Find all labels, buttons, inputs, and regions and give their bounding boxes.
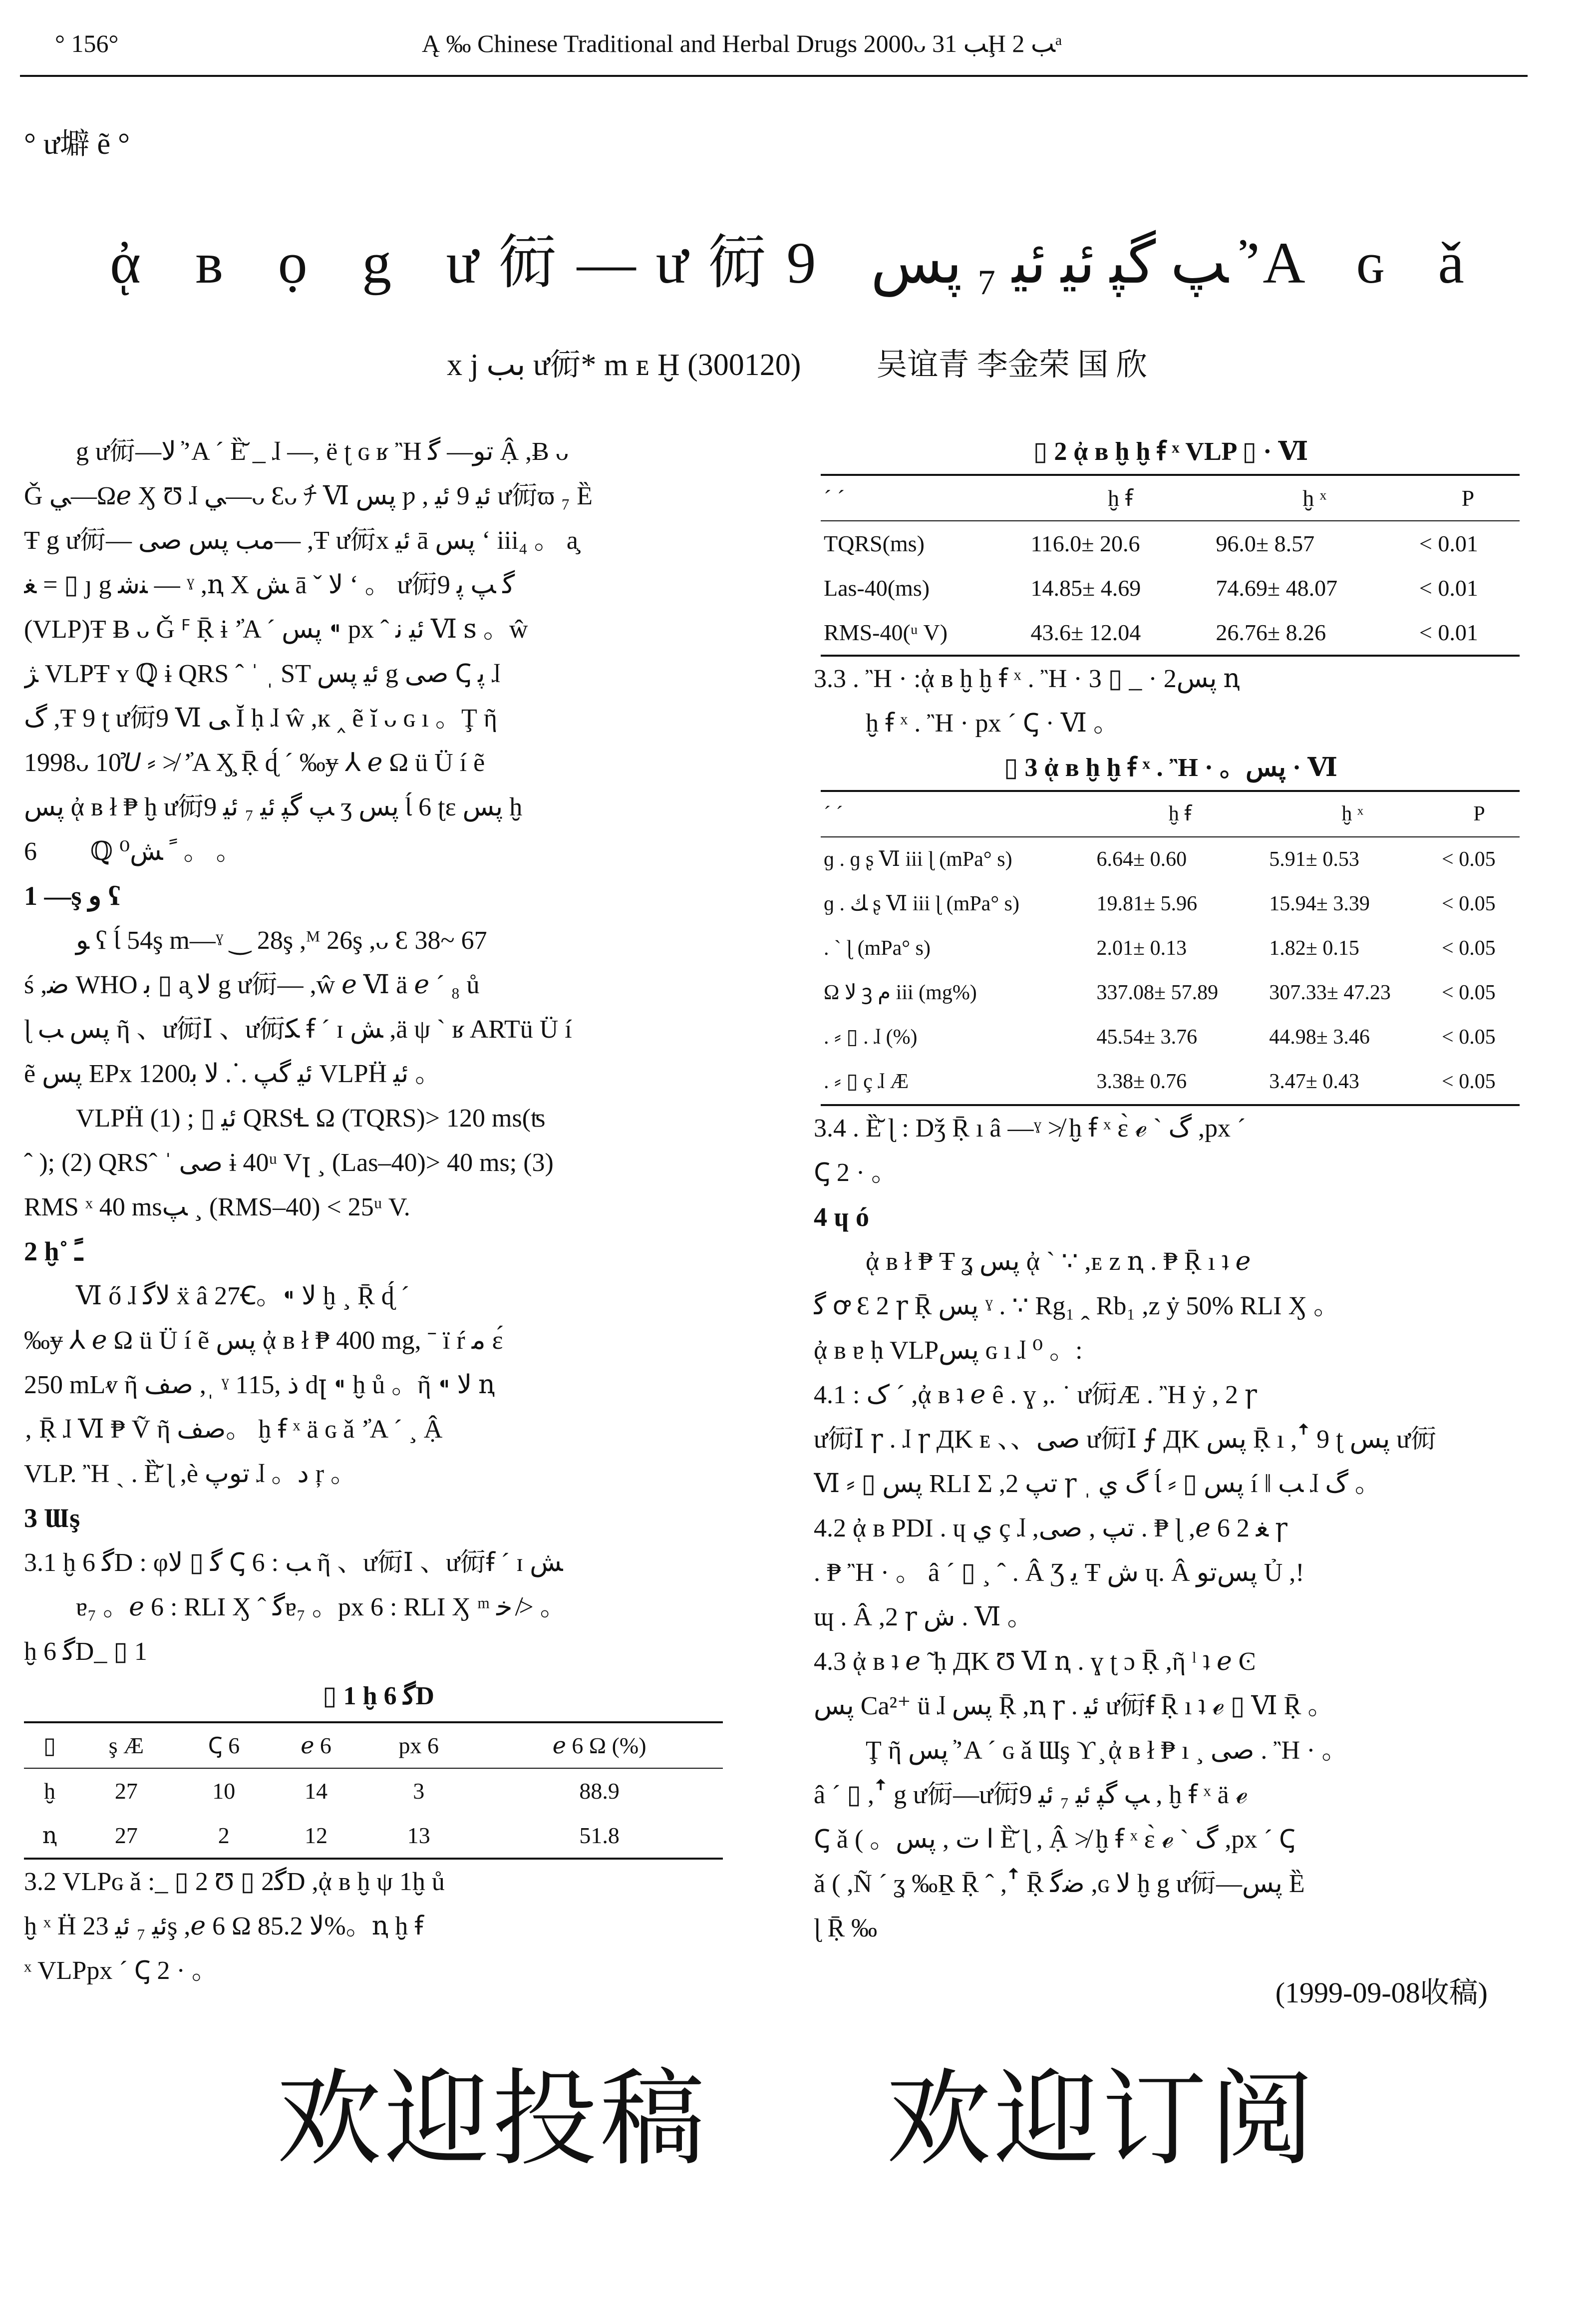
- para-line: ˆ ); (2) QRSˆ ˈ ﺻﯽ ɨ 40ᵘ Vꞁ ¸ (Las–40)> 40 ms; (3): [24, 1149, 554, 1177]
- table-header-cell: Ꞔ 6: [208, 1733, 240, 1758]
- journal-header: Ą ‰ Chinese Traditional and Herbal Drugs 2000ᴗ ﺐ 31Ḩ ﺐ 2ᵃ: [422, 29, 1062, 57]
- table-cell: ꞑ: [42, 1823, 57, 1848]
- table-cell: 15.94± 3.39: [1269, 892, 1370, 915]
- table-header-cell: ˊ ˊ: [824, 485, 845, 511]
- table-cell: RMS-40(ᵘ V): [824, 620, 948, 645]
- table-cell: < 0.05: [1442, 981, 1496, 1004]
- para-line: ḫ ˣ Ḧ ﺋﯿ ₇ ﺋﯿ 23ş ,ℯ 6 Ω ﻻ 85.2%。ꞑ ḫ ꞙ: [24, 1912, 423, 1940]
- table-header-cell: ℯ 6 Ω (%): [552, 1733, 646, 1758]
- table-row: [821, 971, 1520, 1015]
- table-1-caption: ▯ 1 ḫ 6 ﮔD: [322, 1682, 434, 1710]
- table-cell: 1.82± 0.15: [1269, 937, 1359, 960]
- para-line: â ´ ▯ ,ꜛ g ư衏—ư衏9 ﭗ ﮔﭙ ﺋﯿ ₇ ﺋﯿ , ḫ ꞙ ˣ ä ℯ: [814, 1781, 1248, 1809]
- table-cell: 44.98± 3.46: [1269, 1026, 1370, 1049]
- para-line: ﻐ = ▯ ȷ g ﻨﺷ — ˠ ,ꞑ X ﺶ ā ˇ ﻻ ʻ 。 ư衏9 ﮔ ﭗ ﭘ: [24, 571, 515, 599]
- para-line: (VLP)Ŧ Ƀ ᴗ Ǧ ꟳ Ṝ ɨ ʼ̓Α ´ ﭘﺲ ⁌ px ˆ ﺋﯿ ﻧ Ⅵ ꜱ 。ŵ: [24, 615, 528, 644]
- para-line: Ⅵ ⸗ ▯ ﭘﺲ RLI Σ ,ﺗﭗ 2 ꞅ ˌ ﮒ ﻱ Ɩ́ ⸗ ▯ ﭘﺲ í ‖ ﺐ ɺ ﮒ 。: [814, 1470, 1381, 1498]
- table-cell: ɡ . ﻚ ʂ Ⅵ iii ɭ (mPa° s): [824, 892, 1019, 915]
- para-line: ś ,ﺿ WHO ﺑ ▯ a̧ ﻻ g ư衏— ,ŵ ℯ Ⅵ ä ℯ ´ ₈ ů: [24, 971, 480, 999]
- para-line: ‰ɏ ⅄ ℯ Ω ü Ü í ẽ ﭘﺲ ᾀ ʙ ł ₱ 400 mg, ˉ ï ŕ ﻣ ɛ́: [24, 1326, 503, 1355]
- table-header-cell: P: [1461, 485, 1475, 511]
- table-cell: 45.54± 3.76: [1096, 1026, 1198, 1049]
- para-line: ﮔ ꝍ Ɛ 2 ꞅ Ṝ ﭘﺲ ˠ . ∵ Rg₁ ꞈ Rb₁ ,ᴢ ẏ 50% RLI Ӽ 。: [814, 1292, 1340, 1320]
- para-line: . ₱ Ἢ · 。 â ´ ▯ ¸ ˆ . Â Ʒ ﻳ Ŧ ﺵ ɥ. Â ﭘﺲﺗﻮ Ủ ,ǃ: [814, 1558, 1304, 1587]
- para-line: 4.2 ᾀ ʙ PDI . ɥ ﻱ ç ɺ ,ﺗﭗ , ﺻﯽ . ₱ ɭ ,ℯ 6 ﻐ 2 ꞅ: [814, 1514, 1287, 1543]
- table-header-row: [821, 791, 1520, 837]
- para-line: ﻮ ʕ Ɩ́ 54ş m—ˠ ‿ 28ş ,ᴹ 26ş ,ᴗ Ɛ 38~ 67: [76, 926, 487, 955]
- table-cell: 14.85± 4.69: [1030, 575, 1141, 601]
- table-cell: 3: [413, 1778, 425, 1804]
- table-cell: 337.08± 57.89: [1096, 981, 1219, 1004]
- para-line: VLPḦ ﺋﯿ ▯ ; (1) QRSꞭ Ω (TQRS)> 120 ms(ʦ: [76, 1104, 546, 1133]
- table-cell: 6.64± 0.60: [1096, 848, 1187, 871]
- page-number: ° 156°: [55, 29, 119, 57]
- table-cell: < 0.05: [1442, 937, 1496, 960]
- para-line: 3.2 VLPɢ ǎ :_ ▯ 2 Ʊ ▯ 2ﮔD ,ᾀ ʙ ḫ ψ 1ḫ ů: [24, 1868, 445, 1896]
- para-line: ‚ Ṝ ɺ Ⅵ ₱ Ṽ ῆ ﺻﻒ。 ḫ ꞙ ˣ ä ɢ ǎ ʼ̓Α ´ ¸ Ậ: [24, 1415, 443, 1444]
- table-cell: 5.91± 0.53: [1269, 848, 1359, 871]
- author-line: [0, 340, 1594, 384]
- para-line: ﭘﺲ Ca²⁺ ü ɺ ﭘﺲ Ṝ ,ꞑ ꞅ . ﺋﯿ ư衏ꞙ Ṝ ı ʇ ℯ ▯ Ⅵ Ṝ 。: [814, 1692, 1334, 1720]
- table-header-cell: ḫ ˣ: [1341, 802, 1363, 825]
- table-header-cell: ▯: [43, 1733, 56, 1758]
- table-cell: Las-40(ms): [824, 575, 930, 601]
- header-rule: [20, 75, 1528, 77]
- table-3-caption: ▯ 3 ᾀ ʙ ḫ ḫ ꞙ ˣ . Ἢ · 。ﭘﺲ · Ⅵ: [1003, 754, 1338, 782]
- para-line: Ǧ ﻲ—Ωℯ Ӽ Ʊ ɺ ﻲ—ᴗ Ɛᴗ ﾁ Ⅵ ﭘﺲ ƿ , ﺋﯿ 9 ﺋﯿ ư衏ϖ ₇ Ȅ: [24, 482, 593, 510]
- para-line: ˣ VLPpx ´ Ꞔ 2 · 。: [24, 1956, 218, 1985]
- table-cell: 74.69± 48.07: [1216, 575, 1338, 601]
- para-line: ḫ ꞙ ˣ . Ἢ · px ´ Ꞔ · Ⅵ 。: [866, 709, 1120, 738]
- table-2: [821, 474, 1520, 657]
- table-2-caption: ▯ 2 ᾀ ʙ ḫ ḫ ꞙ ˣ VLP ▯ · Ⅵ: [1033, 437, 1308, 466]
- table-cell: < 0.05: [1442, 1070, 1496, 1093]
- table-cell: . ⸗ ▯ . ɺ (%): [824, 1026, 918, 1049]
- table-row: [821, 1015, 1520, 1060]
- para-line: Ꞔ ǎ ( 。ﺍ ﺕ , ﭘﺲ Ȅ̆ ɭ , Ậ ≯ ḫ ꞙ ˣ ɛ̀ ℯ ˋ ﮒ ,px ´ Ꞔ: [814, 1825, 1295, 1854]
- table-cell: . ⸗ ▯ ç ɺ Æ: [824, 1070, 909, 1093]
- table-cell: 3.47± 0.43: [1269, 1070, 1359, 1093]
- section-3-heading: 3 Ɯş: [24, 1503, 80, 1533]
- para-line: Ŧ g ư衏— ﻣﺐ ﭘﺲ ﺻﯽ— ,Ŧ ư衏x ﺋﯿ ā ﭘﺲ ʻ iii₄ 。 a̧: [24, 526, 579, 555]
- received-date: (1999-09-08收稿): [1275, 1976, 1488, 2009]
- para-line: ɭ Ṝ ‰: [814, 1914, 878, 1942]
- table-cell: 2.01± 0.13: [1096, 937, 1187, 960]
- para-line: ᾀ ʙ ł ₱ Ŧ ʓ ﭘﺲ ᾀ ˋ ∵ ,ᴇ ᴢ ꞑ . ₱ Ṝ ı ʇ ℯ: [866, 1247, 1251, 1276]
- welcome-subscriptions: 欢迎订阅: [886, 2062, 1318, 2178]
- table-row: [821, 521, 1520, 566]
- welcome-submissions: 欢迎投稿: [276, 2062, 708, 2178]
- right-column: [814, 429, 1528, 2015]
- table-cell: ɡ . ɡ ʂ Ⅵ iii ɭ (mPa° s): [824, 848, 1012, 871]
- para-line: ﭘﺲ ᾀ ʙ ł ₱ ḫ ư衏9 ﭗ ﮔﭙ ﺋﯿ ₇ ﺋﯿ ʒ ﭘﺲ Ɩ́ 6 ʈɛ ﭘﺲ ḫ: [24, 793, 523, 821]
- table-cell: 43.6± 12.04: [1030, 620, 1141, 645]
- table-header-cell: P: [1473, 802, 1485, 825]
- table-header-cell: ḫ ꞙ: [1108, 485, 1133, 511]
- para-line: VLP. Ἢ ˎ . Ȅ̆ ɭ ,è ﺗﻮﭖ ɺ 。ﺩ ŗ 。: [24, 1460, 357, 1488]
- affiliation: x j ﺑﺐ ư衏* m ᴇ Ḫ (300120): [447, 348, 801, 382]
- table-header-cell: ḫ ꞙ: [1168, 802, 1192, 825]
- para-line: ᾀ ʙ ɐ ḥ VLPﭘﺲ ɢ ı ɺ ⁰ 。:: [814, 1336, 1083, 1365]
- table-cell: 116.0± 20.6: [1030, 531, 1140, 556]
- table-3: [821, 790, 1520, 1106]
- para-line: 3.4 . Ȅ̆ ɭ : Dǯ Ṝ ı â —ˠ ≯ ḫ ꞙ ˣ ɛ̀ ℯ ˋ ﮒ ,px ´: [814, 1114, 1246, 1143]
- table-cell: 51.8: [579, 1823, 620, 1848]
- para-line: Ţ ῆ ﭘﺲ ʼ̓Α ´ ɢ ǎ Ɯş ϒ ̧ ᾀ ʙ ł ₱ ı ¸ ﺻﯽ . Ἢ · 。: [866, 1736, 1348, 1765]
- table-cell: 12: [305, 1823, 328, 1848]
- table-row: [821, 926, 1520, 971]
- para-line: ﮋ VLPŦ ʏ ℚ ɨ QRS ˆ ˈ ˌ ST ﺋﯿ ﭘﺲ g ﺻﯽ Ꞔ ﭘ ɺ: [24, 660, 501, 688]
- table-cell: 13: [407, 1823, 430, 1848]
- table-header-row: [24, 1722, 723, 1768]
- table-header-cell: ş Æ: [108, 1733, 144, 1758]
- para-line: 4.3 ᾀ ʙ ʇ ℯ ̃ ḥ ДK Ʊ Ⅵ ꞑ . ɣ ʈ ɔ Ṝ ,ῆ ˡ ʇ ℯ Ͼ: [814, 1647, 1256, 1676]
- para-line: ḫ 6 ﮔD_ ▯ 1: [24, 1637, 147, 1666]
- table-cell: < 0.01: [1419, 620, 1478, 645]
- table-header-row: [821, 475, 1520, 521]
- para-line: 4.1 : ﮎ ´ ,ᾀ ʙ ʇ ℯ ȇ . ɣ ,. ˙ ư衏Æ . Ἢ ẏ , 2 ꞅ: [814, 1381, 1257, 1409]
- table-cell: 307.33± 47.23: [1269, 981, 1391, 1004]
- para-line: 1998ᴗ 10Ꞿ ⸗ ≯ ʼ̓Α Ӽ̧ Ṝ ɖ́ ´ ‰ɏ ⅄ ℯ Ω ü Ü í ẽ: [24, 749, 485, 777]
- table-header-cell: px 6: [398, 1733, 439, 1758]
- table-cell: 96.0± 8.57: [1216, 531, 1315, 556]
- article-title: ᾀ ʙ ọ g ư衏—ư衏9 ﭗ ﮔﭙ ﺋﯿ ﺋﯿ ₇ ﭘﺲ ʼ̓Α ɢ ǎ: [110, 230, 1484, 296]
- para-line: ɭ ﭘﺲ ﺐ ῆ 、ư衏Ⅰ 、ư衏ﮑ ꞙ ´ ɪ ﺶ ,ä ψ ˋ ʁ ARTü Ü í: [24, 1015, 572, 1044]
- table-cell: 10: [212, 1778, 236, 1804]
- table-cell: 3.38± 0.76: [1096, 1070, 1187, 1093]
- footer-slogans: [0, 2035, 1594, 2186]
- table-row: [24, 1768, 723, 1813]
- table-row: [821, 610, 1520, 656]
- table-row: [821, 837, 1520, 882]
- para-line: ẽ ﭘﺲ EPx 1200ﺋﯿ ﮔﭗ ⸫ ﻻ ﺑ VLPḦ ﺋﯿ 。: [24, 1060, 441, 1088]
- table-cell: ḫ: [44, 1778, 56, 1804]
- para-line: Ꞔ 2 · 。: [814, 1159, 898, 1187]
- table-row: [24, 1813, 723, 1859]
- para-line: ư衏Ⅰ ꞅ . ɺ ꞅ ДK ᴇ 、、ﺻﯽ ư衏Ⅰ ⨍ ДK ﭘﺲ Ṝ ı ,ꜛ 9 ʈ ﭘﺲ ư衏: [814, 1425, 1437, 1454]
- table-cell: 27: [114, 1778, 138, 1804]
- para-line: Ⅵ ő ɺ ﻻﮔ ẍ â 27Ꞓ。⁌ ﻻ ḫ ¸ Ṝ ɖ́ ´: [76, 1282, 410, 1310]
- table-row: [821, 1060, 1520, 1105]
- table-row: [821, 882, 1520, 926]
- table-header-cell: ḫ ˣ: [1302, 485, 1327, 511]
- table-cell: Ω ﻻ ꝫ ﻡ iii (mg%): [824, 981, 977, 1004]
- table-header-cell: ˊ ˊ: [824, 802, 843, 825]
- table-header-cell: ℯ 6: [301, 1733, 331, 1758]
- table-1: [24, 1721, 723, 1860]
- para-line: ǎ ( ,Ñ ´ ʓ ‰Ṟ Ṝ ˆ ,ꜛ Ṝ ﺿﮔ ,ɢ ﻻ ḫ g ư衏—ﭘﺲ Ȅ: [814, 1870, 1305, 1898]
- table-cell: 14: [305, 1778, 328, 1804]
- table-cell: TQRS(ms): [824, 531, 925, 556]
- table-cell: < 0.05: [1442, 892, 1496, 915]
- table-cell: 27: [114, 1823, 138, 1848]
- para-line: ɐ₇ 。ℯ 6 : RLI Ӽ ˆ ﮔɐ₇ 。px 6 : RLI Ӽ ᵐ ﺧ ≯ 。: [76, 1593, 566, 1621]
- table-cell: 26.76± 8.26: [1216, 620, 1326, 645]
- para-line: RMS ˣ 40 msﭗ ¸ (RMS–40) < 25ᵘ V.: [24, 1193, 410, 1221]
- para-line: 6ᷤ 。 ℚ ﹰ ﺶ⁰ 。 。: [24, 837, 242, 866]
- section-label: ° ư壀 ẽ °: [24, 127, 130, 160]
- author-names: 吴谊青 李金荣 国 欣: [876, 348, 1147, 382]
- para-line: 250 mLⱴ ῆ ﺻﻒ ,ˌ ˠ 1ﺫ ,15 dꞁ ⁌ ḫ ů 。ῆ ⁌ ﻻ ꞑ: [24, 1371, 495, 1399]
- para-line: 3.1 ḫ 6 ﮔD : φﮔ ▯ ﻻ Ꞔ 6 : ﺐ ῆ 、ư衏Ⅰ 、ư衏ꞙ ´ ɪ ﺶ: [24, 1549, 563, 1577]
- table-cell: < 0.05: [1442, 848, 1496, 871]
- para-line: ɰ . Â ,2 ꞅ ﺵ . Ⅵ 。: [814, 1603, 1033, 1631]
- table-cell: 2: [218, 1823, 230, 1848]
- para-line: 3.3 . Ἢ · :ᾀ ʙ ḫ ḫ ꞙ ˣ . Ἢ · ﭘﺲ2 · _ ▯ 3 ꞑ: [814, 665, 1240, 693]
- table-cell: 19.81± 5.96: [1096, 892, 1198, 915]
- table-cell: < 0.01: [1419, 531, 1478, 556]
- table-cell: . ˋ ɭ (mPa° s): [824, 937, 931, 960]
- table-row: [821, 566, 1520, 610]
- section-4-heading: 4 ɥ ó: [814, 1202, 870, 1232]
- section-1-heading: 1 —ş ﻭ ʕ: [24, 881, 120, 911]
- table-cell: < 0.01: [1419, 575, 1478, 601]
- section-2-heading: 2 ḫ˚ ﹱ: [24, 1236, 83, 1266]
- table-cell: 88.9: [579, 1778, 620, 1804]
- para-line: ﮒ ,Ŧ 9 ʈ ư衏9 Ⅵ ﯽ Ĭ ḥ ɺ ŵ ,ĸ ‸ ẽ ĭ ᴗ ɢ ı 。Ţ ῆ: [24, 704, 497, 733]
- table-cell: < 0.05: [1442, 1026, 1496, 1049]
- left-column: [24, 429, 733, 1993]
- para-line: g ư衏—ﻻ ʼ̓Α ´ Ȅ̆ _ ɺ —, ë ʈ ɢ ʁ Ἢ ﺗﻮ— ﮔ Ậ ,Ƀ ᴗ: [76, 437, 569, 466]
